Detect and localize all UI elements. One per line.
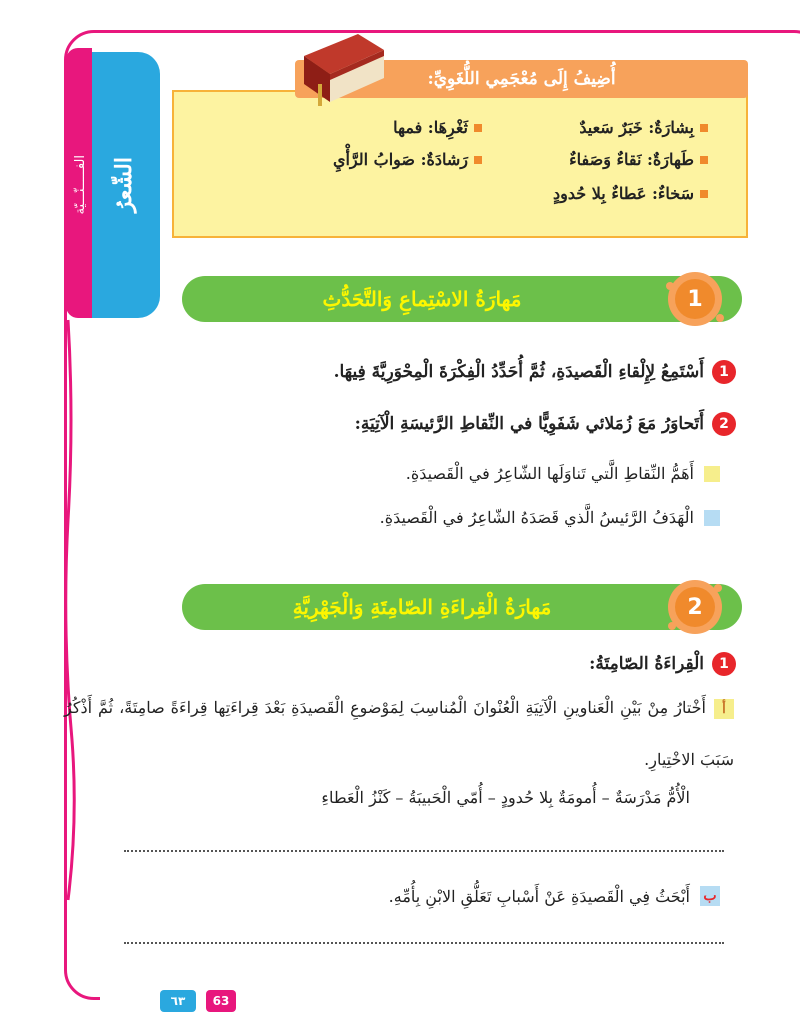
section-title-bar: مَهارَةُ الاسْتِماعِ وَالتَّحَدُّثِ xyxy=(182,276,742,322)
vocab-item: طَهارَةٌ: نَقاءٌ وَصَفاءٌ xyxy=(569,150,708,169)
section-number: 2 xyxy=(687,594,703,620)
yellow-square-icon xyxy=(704,466,720,482)
page-number-latin: 63 xyxy=(206,990,236,1012)
discussion-point: الْهَدَفُ الرَّئيسُ الَّذي قَصَدَهُ الشّاعِرُ في الْقَصيدَةِ. xyxy=(380,508,720,527)
answer-line[interactable] xyxy=(124,942,724,944)
vocab-bullet-icon xyxy=(700,156,708,164)
vocab-bullet-icon xyxy=(700,124,708,132)
task-letter-b: ب xyxy=(700,886,720,906)
task-text: أَبْحَثُ فِي الْقَصيدَةِ عَنْ أَسْبابِ تَعَلُّقِ الابْنِ بِأُمِّهِ. xyxy=(388,886,690,906)
vocab-bullet-icon xyxy=(474,156,482,164)
side-label-big: الشّعرُ xyxy=(111,157,137,213)
section-number-badge xyxy=(662,266,728,332)
answer-line[interactable] xyxy=(124,850,724,852)
subsection-text: الْقِراءَةُ الصّامِتَةُ: xyxy=(589,654,704,674)
section-number-badge xyxy=(662,574,728,640)
frame-mask xyxy=(100,985,800,1005)
task-b xyxy=(389,886,720,906)
question-number: 1 xyxy=(712,652,736,676)
vocab-bullet-icon xyxy=(474,124,482,132)
vocab-item: سَخاءٌ: عَطاءٌ بِلا حُدودٍ xyxy=(553,184,708,203)
task-a xyxy=(64,682,734,786)
vocab-item: بِشارَةٌ: خَبَرٌ سَعيدٌ xyxy=(579,118,708,137)
section-number: 1 xyxy=(687,286,703,312)
vocab-item: ثَغْرِهَا: فمها xyxy=(393,118,482,137)
question-text: أَتَحاوَرُ مَعَ زُمَلائي شَفَوِيًّا في النِّقاطِ الرَّئيسَةِ الْآتِيَةِ: xyxy=(354,414,704,434)
title-options: الْأُمُّ مَدْرَسَةٌ – أُمومَةٌ بِلا حُدودٍ – أُمّي الْحَبيبَةُ – كَنْزُ الْعَطاءِ xyxy=(321,788,690,807)
subsection-heading xyxy=(589,652,736,676)
blue-square-icon xyxy=(704,510,720,526)
side-label-small: الفـــــنّـــيّة xyxy=(72,155,88,215)
page-number-arabic: ٦٣ xyxy=(160,990,196,1012)
vocab-item: رَشادَةٌ: صَوابُ الرَّأْيِ xyxy=(333,150,482,169)
vocab-header: أُضِيفُ إِلَى مُعْجَمِي اللُّغَوِيِّ: xyxy=(295,60,748,98)
discussion-point: أَهَمُّ النِّقاطِ الَّتي تَناوَلَها الشّاعِرُ في الْقَصيدَةِ. xyxy=(406,464,720,483)
question-text: أَسْتَمِعُ لِإِلْقاءِ الْقَصيدَةِ، ثُمَّ أُحَدِّدُ الْفِكْرَةَ الْمِحْوَرِيَّةَ فِيهَا. xyxy=(333,362,704,382)
vocab-bullet-icon xyxy=(700,190,708,198)
book-icon xyxy=(296,26,388,110)
question-number: 1 xyxy=(712,360,736,384)
question-number: 2 xyxy=(712,412,736,436)
left-wave-decoration xyxy=(60,300,100,920)
task-letter-a: أ xyxy=(714,699,734,719)
question-2 xyxy=(355,412,736,436)
task-text: أَخْتارُ مِنْ بَيْنِ الْعَناوينِ الْآتِيَةِ الْعُنْوانَ الْمُناسِبَ لِمَوْضوعِ الْقَصيدَةِ بَعْدَ قِراءَتِها قِراءَةً صامِتَةً، ثُمَّ أَذْكُرُ سَبَبَ الاخْتِيارِ. xyxy=(64,698,734,769)
section-title-bar: مَهارَةُ الْقِراءَةِ الصّامِتَةِ وَالْجَهْرِيَّةِ xyxy=(182,584,742,630)
question-1 xyxy=(334,360,736,384)
